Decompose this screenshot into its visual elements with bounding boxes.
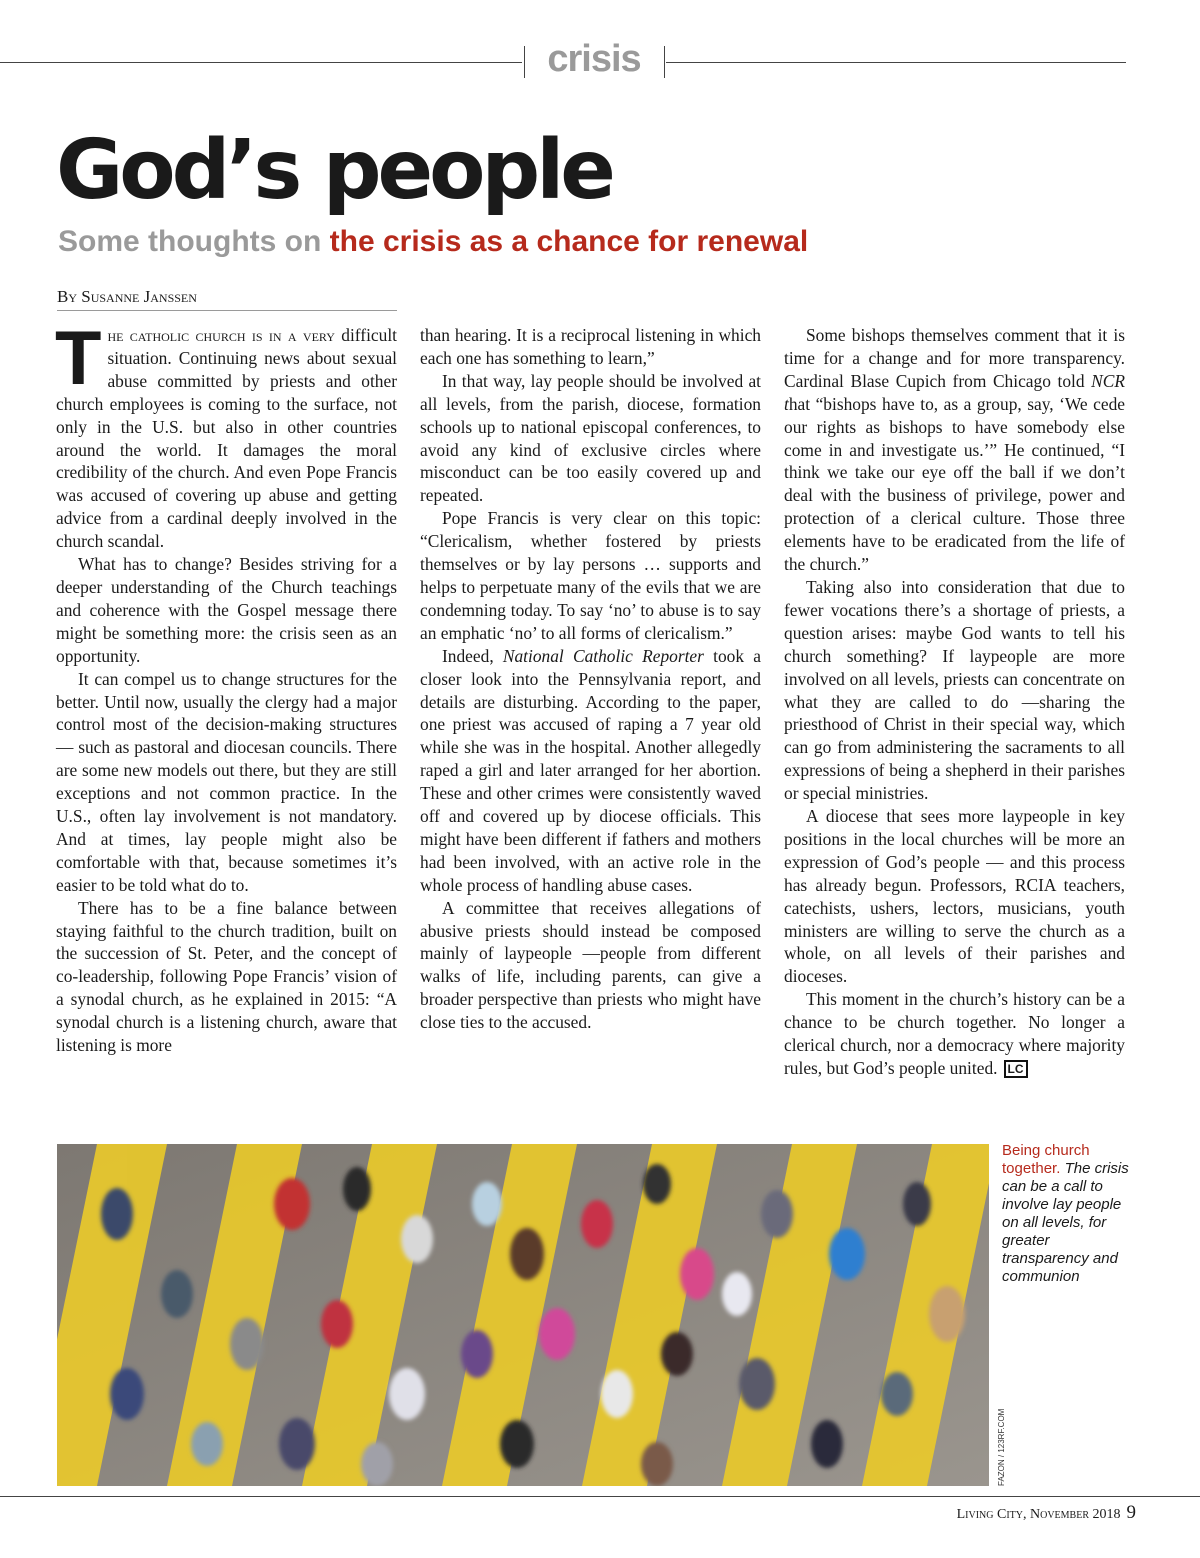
photo-credit-text: FAZON / 123RF.COM xyxy=(997,1408,1006,1486)
paragraph: There has to be a fine balance between staying faithful to the church tradition, built on the succession of St. Peter, and the concept of co-leadership, following Pope Francis’ vision of a synodal church, as he explained in 2015: “A synodal church is a listening church, aware that listening is more xyxy=(56,897,397,1056)
header-rule-left xyxy=(0,62,522,63)
paragraph-text: difficult situation. Continuing news about sexual abuse committed by priests and other church employees is coming to the surface, not only in the U.S. but also in other countries around the world. It damages the moral credibility of the church. And even Pope Francis was accused of covering up abuse and getting advice from a cardinal deeply involved in the church scandal. xyxy=(56,325,397,552)
paragraph xyxy=(420,645,761,897)
byline: By Susanne Janssen xyxy=(57,287,397,311)
header-tick-left xyxy=(524,46,525,78)
paragraph: Taking also into consideration that due to fewer vocations there’s a shortage of priests, a question arises: maybe God wants to tell his church something? If laypeople are more involved on all levels, priests can concentrate on what they are called to do —sharing the priesthood of Christ in their special way, which can go from administering the sacraments to all expressions of being a shepherd in their parishes or special ministries. xyxy=(784,576,1125,804)
paragraph: What has to change? Besides striving for a deeper understanding of the Church teachings and coherence with the Gospel message there might be something more: the crisis seen as an opportunity. xyxy=(56,554,397,666)
article-column-2 xyxy=(420,324,761,1034)
paragraph-text: Indeed, xyxy=(442,645,503,666)
paragraph-text: hat “bishops have to, as a group, say, ‘We cede our rights as bishops to have somebody else come in and investigate us.’” He continued, “I think we take our eye off the ball if we don’t deal with the business of privilege, power and protection of a clerical culture. Those three elements have to be eradicated from the life of the church.” xyxy=(784,393,1125,575)
subhead-red-part: the crisis as a chance for renewal xyxy=(329,225,809,258)
paragraph: than hearing. It is a reciprocal listening in which each one has something to learn,” xyxy=(420,325,761,368)
caption-title: Being church together. xyxy=(1002,1142,1090,1177)
subhead-grey-part: Some thoughts on xyxy=(58,225,322,258)
photo-credit xyxy=(991,1382,1006,1486)
article-column-3 xyxy=(784,324,1125,1080)
paragraph xyxy=(55,316,397,553)
publication-title: NCR t xyxy=(784,370,1125,414)
paragraph: In that way, lay people should be involved at all levels, from the parish, diocese, formation schools up to national episcopal conferences, to avoid any kind of exclusive circles where misconduct can be too easily covered up and repeated. xyxy=(420,370,761,506)
footer-rule xyxy=(0,1496,1200,1497)
caption-body: The crisis can be a call to involve lay people on all levels, for greater transparency and communion xyxy=(1002,1160,1129,1285)
paragraph-text: Some bishops themselves comment that it is time for a change and for more transparency. Cardinal Blase Cupich from Chicago told xyxy=(784,325,1125,391)
paragraph: It can compel us to change structures for the better. Until now, usually the clergy had a major control most of the decision-making structures — such as pastoral and diocesan councils. There are some new models out there, but they are still exceptions and not common practice. In the U.S., often lay involvement is not mandatory. And at times, lay people might also be comfortable with that, because sometimes it’s easier to be told what do to. xyxy=(56,668,397,895)
paragraph-text: took a closer look into the Pennsylvania report, and details are disturbing. According to the paper, one priest was accused of raping a 7 year old while she was in the hospital. Another allegedly raped a girl and later arranged for her abortion. These and other crimes were consistently waved off and covered up by diocese officials. This might have been different if fathers and mothers had been involved, with an active role in the whole process of handling abuse cases. xyxy=(420,645,761,895)
paragraph: A diocese that sees more laypeople in key positions in the local churches will be more an expression of God’s people — and this process has already begun. Professors, RCIA teachers, catechists, ushers, lectors, musicians, youth ministers are willing to serve the church as a whole, on all levels of their parishes and dioceses. xyxy=(784,806,1125,987)
lead-in-smallcaps: he catholic church is in a very xyxy=(107,325,335,345)
crowd-crosswalk-photo xyxy=(57,1144,989,1486)
paragraph: Pope Francis is very clear on this topic: “Clericalism, whether fostered by priests themselves or by lay persons … supports and helps to perpetuate many of the evils that we are condemning today. To say ‘no’ to abuse is to say an emphatic ‘no’ to all forms of clericalism.” xyxy=(420,508,761,643)
photo-caption xyxy=(1002,1142,1134,1286)
article-column-1 xyxy=(55,316,397,1057)
section-label: crisis xyxy=(547,38,641,80)
lc-end-mark-icon: LC xyxy=(1004,1060,1028,1078)
page-footer xyxy=(957,1502,1136,1524)
article-subhead xyxy=(58,224,808,260)
footer-publication: Living City, November 2018 xyxy=(956,1507,1121,1522)
publication-title: National Catholic Reporter xyxy=(502,645,704,666)
paragraph: A committee that receives allegations of abusive priests should instead be composed mainly of laypeople —people from different walks of life, including parents, can give a broader perspective than priests who might have close ties to the accused. xyxy=(420,897,761,1033)
drop-cap: T xyxy=(55,316,102,401)
article-headline: God’s people xyxy=(56,123,612,218)
paragraph xyxy=(784,988,1125,1080)
header-tick-right xyxy=(664,46,665,78)
page-number: 9 xyxy=(1126,1502,1136,1523)
header-rule-right xyxy=(666,62,1126,63)
paragraph xyxy=(784,324,1125,576)
section-header xyxy=(0,40,1200,84)
paragraph-text: This moment in the church’s history can be a chance to be church together. No longer a clerical church, nor a democracy where majority rules, but God’s people united. xyxy=(784,989,1125,1078)
crowd-crosswalk-illustration xyxy=(57,1144,989,1486)
